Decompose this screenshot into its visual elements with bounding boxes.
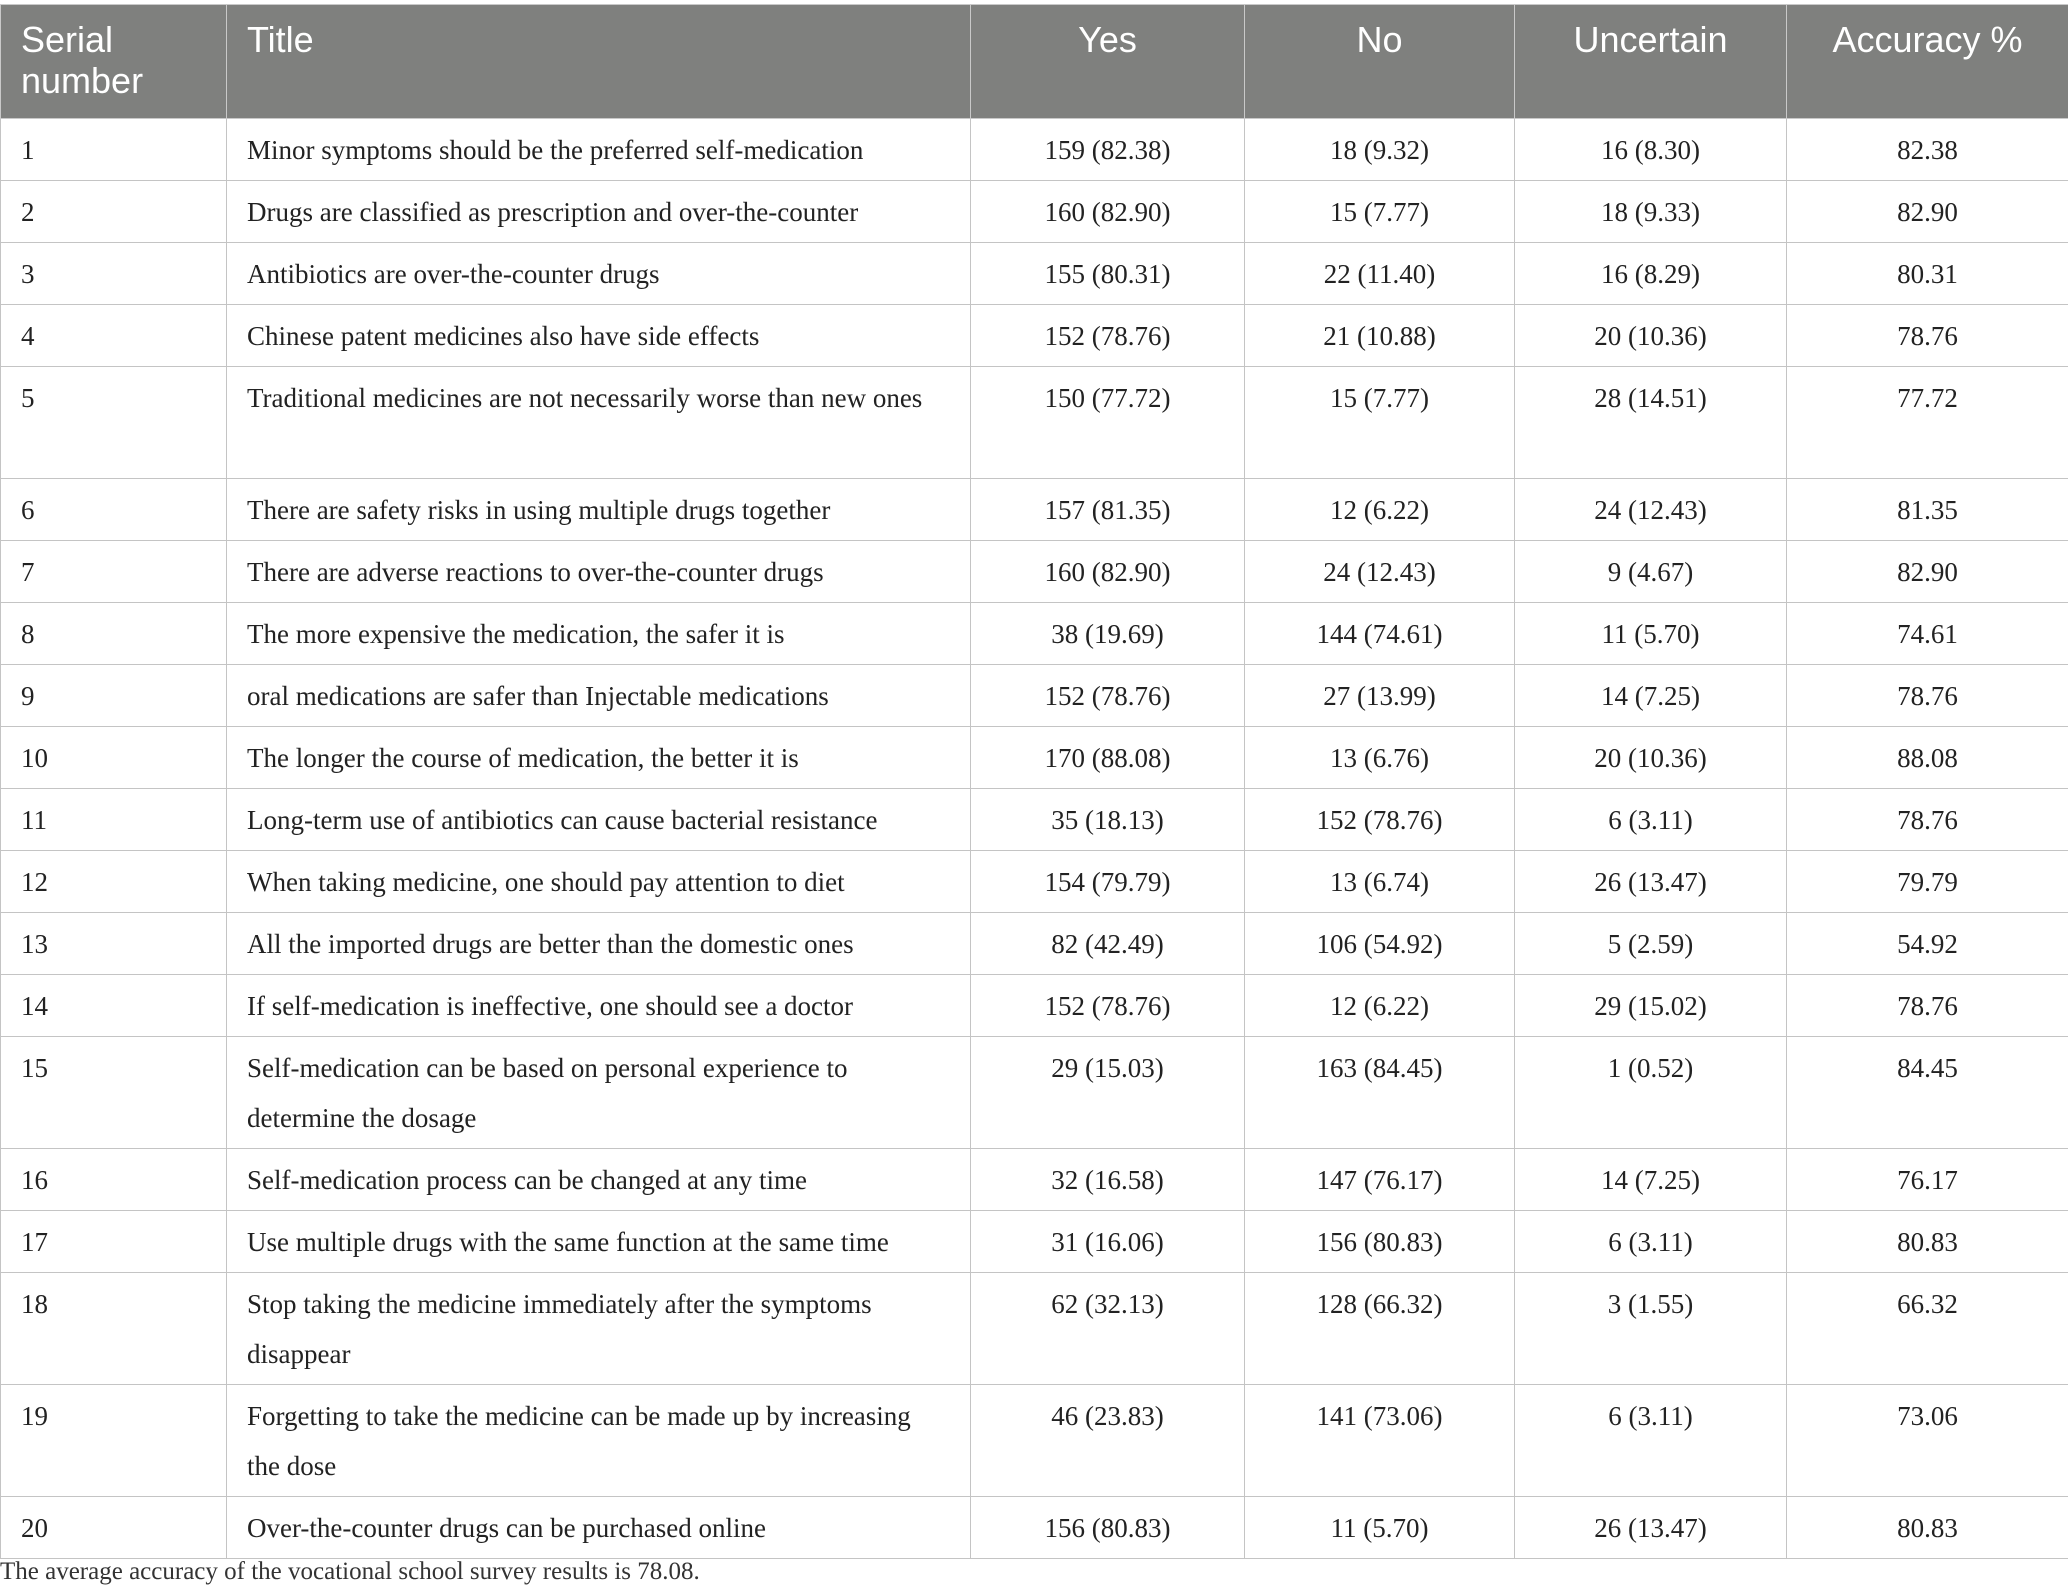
cell-uncertain: 6 (3.11) xyxy=(1515,1385,1787,1497)
cell-uncertain: 26 (13.47) xyxy=(1515,851,1787,913)
cell-uncertain: 6 (3.11) xyxy=(1515,1211,1787,1273)
cell-uncertain: 16 (8.30) xyxy=(1515,119,1787,181)
cell-serial: 9 xyxy=(1,665,227,727)
cell-serial: 18 xyxy=(1,1273,227,1385)
cell-title: Self-medication process can be changed at any time xyxy=(227,1149,971,1211)
table-row xyxy=(1,1497,2068,1559)
cell-title: Traditional medicines are not necessarily worse than new ones xyxy=(227,367,971,479)
cell-yes: 152 (78.76) xyxy=(971,305,1245,367)
cell-no: 163 (84.45) xyxy=(1245,1037,1515,1149)
cell-yes: 29 (15.03) xyxy=(971,1037,1245,1149)
cell-uncertain: 14 (7.25) xyxy=(1515,665,1787,727)
cell-title: All the imported drugs are better than the domestic ones xyxy=(227,913,971,975)
cell-title: Minor symptoms should be the preferred self-medication xyxy=(227,119,971,181)
header-uncertain: Uncertain xyxy=(1515,5,1787,119)
cell-serial: 20 xyxy=(1,1497,227,1559)
table-row xyxy=(1,1149,2068,1211)
table-body xyxy=(1,119,2068,1559)
cell-no: 152 (78.76) xyxy=(1245,789,1515,851)
cell-title: Chinese patent medicines also have side effects xyxy=(227,305,971,367)
cell-no: 144 (74.61) xyxy=(1245,603,1515,665)
cell-title: When taking medicine, one should pay attention to diet xyxy=(227,851,971,913)
cell-accuracy: 80.83 xyxy=(1787,1211,2068,1273)
cell-no: 15 (7.77) xyxy=(1245,181,1515,243)
table-row xyxy=(1,1211,2068,1273)
table-row xyxy=(1,1273,2068,1385)
cell-no: 24 (12.43) xyxy=(1245,541,1515,603)
cell-serial: 2 xyxy=(1,181,227,243)
cell-yes: 38 (19.69) xyxy=(971,603,1245,665)
cell-uncertain: 11 (5.70) xyxy=(1515,603,1787,665)
cell-accuracy: 82.38 xyxy=(1787,119,2068,181)
cell-serial: 14 xyxy=(1,975,227,1037)
cell-uncertain: 18 (9.33) xyxy=(1515,181,1787,243)
header-row xyxy=(1,5,2068,119)
cell-accuracy: 77.72 xyxy=(1787,367,2068,479)
cell-title: Antibiotics are over-the-counter drugs xyxy=(227,243,971,305)
cell-uncertain: 5 (2.59) xyxy=(1515,913,1787,975)
cell-yes: 152 (78.76) xyxy=(971,975,1245,1037)
cell-no: 22 (11.40) xyxy=(1245,243,1515,305)
cell-yes: 46 (23.83) xyxy=(971,1385,1245,1497)
cell-uncertain: 6 (3.11) xyxy=(1515,789,1787,851)
cell-accuracy: 82.90 xyxy=(1787,541,2068,603)
cell-no: 13 (6.76) xyxy=(1245,727,1515,789)
cell-accuracy: 78.76 xyxy=(1787,975,2068,1037)
cell-accuracy: 78.76 xyxy=(1787,305,2068,367)
cell-yes: 156 (80.83) xyxy=(971,1497,1245,1559)
table-row xyxy=(1,119,2068,181)
cell-serial: 15 xyxy=(1,1037,227,1149)
cell-title: There are adverse reactions to over-the-counter drugs xyxy=(227,541,971,603)
cell-title: The longer the course of medication, the better it is xyxy=(227,727,971,789)
cell-serial: 19 xyxy=(1,1385,227,1497)
cell-accuracy: 81.35 xyxy=(1787,479,2068,541)
cell-uncertain: 29 (15.02) xyxy=(1515,975,1787,1037)
cell-no: 12 (6.22) xyxy=(1245,479,1515,541)
cell-uncertain: 28 (14.51) xyxy=(1515,367,1787,479)
cell-uncertain: 16 (8.29) xyxy=(1515,243,1787,305)
cell-no: 27 (13.99) xyxy=(1245,665,1515,727)
cell-title: The more expensive the medication, the safer it is xyxy=(227,603,971,665)
cell-yes: 170 (88.08) xyxy=(971,727,1245,789)
cell-title: Forgetting to take the medicine can be made up by increasing the dose xyxy=(227,1385,971,1497)
cell-yes: 154 (79.79) xyxy=(971,851,1245,913)
cell-no: 128 (66.32) xyxy=(1245,1273,1515,1385)
cell-no: 15 (7.77) xyxy=(1245,367,1515,479)
cell-accuracy: 79.79 xyxy=(1787,851,2068,913)
cell-title: If self-medication is ineffective, one should see a doctor xyxy=(227,975,971,1037)
cell-no: 141 (73.06) xyxy=(1245,1385,1515,1497)
cell-serial: 13 xyxy=(1,913,227,975)
cell-no: 12 (6.22) xyxy=(1245,975,1515,1037)
cell-accuracy: 76.17 xyxy=(1787,1149,2068,1211)
cell-serial: 4 xyxy=(1,305,227,367)
cell-uncertain: 14 (7.25) xyxy=(1515,1149,1787,1211)
cell-serial: 11 xyxy=(1,789,227,851)
cell-uncertain: 20 (10.36) xyxy=(1515,727,1787,789)
cell-yes: 157 (81.35) xyxy=(971,479,1245,541)
table-row xyxy=(1,181,2068,243)
cell-title: Stop taking the medicine immediately after the symptoms disappear xyxy=(227,1273,971,1385)
table-row xyxy=(1,975,2068,1037)
cell-yes: 155 (80.31) xyxy=(971,243,1245,305)
cell-accuracy: 74.61 xyxy=(1787,603,2068,665)
cell-serial: 1 xyxy=(1,119,227,181)
cell-accuracy: 66.32 xyxy=(1787,1273,2068,1385)
header-no: No xyxy=(1245,5,1515,119)
cell-yes: 152 (78.76) xyxy=(971,665,1245,727)
cell-accuracy: 73.06 xyxy=(1787,1385,2068,1497)
cell-accuracy: 80.83 xyxy=(1787,1497,2068,1559)
cell-title: There are safety risks in using multiple drugs together xyxy=(227,479,971,541)
header-accuracy: Accuracy % xyxy=(1787,5,2068,119)
table-row xyxy=(1,1385,2068,1497)
cell-title: Use multiple drugs with the same function at the same time xyxy=(227,1211,971,1273)
table-row xyxy=(1,367,2068,479)
cell-uncertain: 1 (0.52) xyxy=(1515,1037,1787,1149)
table-row xyxy=(1,1037,2068,1149)
table-row xyxy=(1,479,2068,541)
cell-title: Over-the-counter drugs can be purchased online xyxy=(227,1497,971,1559)
cell-yes: 159 (82.38) xyxy=(971,119,1245,181)
cell-yes: 160 (82.90) xyxy=(971,541,1245,603)
cell-no: 106 (54.92) xyxy=(1245,913,1515,975)
cell-yes: 82 (42.49) xyxy=(971,913,1245,975)
cell-title: Drugs are classified as prescription and over-the-counter xyxy=(227,181,971,243)
cell-accuracy: 82.90 xyxy=(1787,181,2068,243)
cell-serial: 3 xyxy=(1,243,227,305)
cell-serial: 7 xyxy=(1,541,227,603)
cell-uncertain: 24 (12.43) xyxy=(1515,479,1787,541)
cell-serial: 6 xyxy=(1,479,227,541)
header-title: Title xyxy=(227,5,971,119)
cell-uncertain: 9 (4.67) xyxy=(1515,541,1787,603)
cell-no: 13 (6.74) xyxy=(1245,851,1515,913)
table-header xyxy=(1,5,2068,119)
table-row xyxy=(1,541,2068,603)
cell-accuracy: 84.45 xyxy=(1787,1037,2068,1149)
cell-accuracy: 78.76 xyxy=(1787,665,2068,727)
cell-no: 11 (5.70) xyxy=(1245,1497,1515,1559)
cell-accuracy: 78.76 xyxy=(1787,789,2068,851)
cell-no: 156 (80.83) xyxy=(1245,1211,1515,1273)
header-yes: Yes xyxy=(971,5,1245,119)
cell-no: 18 (9.32) xyxy=(1245,119,1515,181)
table-row xyxy=(1,665,2068,727)
cell-title: Self-medication can be based on personal experience to determine the dosage xyxy=(227,1037,971,1149)
cell-serial: 10 xyxy=(1,727,227,789)
cell-uncertain: 20 (10.36) xyxy=(1515,305,1787,367)
table-row xyxy=(1,913,2068,975)
cell-uncertain: 26 (13.47) xyxy=(1515,1497,1787,1559)
table-row xyxy=(1,603,2068,665)
cell-serial: 5 xyxy=(1,367,227,479)
cell-yes: 62 (32.13) xyxy=(971,1273,1245,1385)
cell-yes: 31 (16.06) xyxy=(971,1211,1245,1273)
table-footnote: The average accuracy of the vocational school survey results is 78.08. xyxy=(0,1558,700,1585)
table-row xyxy=(1,305,2068,367)
table-row xyxy=(1,727,2068,789)
cell-accuracy: 80.31 xyxy=(1787,243,2068,305)
table-row xyxy=(1,243,2068,305)
header-serial-number: Serial number xyxy=(1,5,227,119)
cell-yes: 35 (18.13) xyxy=(971,789,1245,851)
table-row xyxy=(1,789,2068,851)
cell-uncertain: 3 (1.55) xyxy=(1515,1273,1787,1385)
cell-no: 147 (76.17) xyxy=(1245,1149,1515,1211)
cell-serial: 8 xyxy=(1,603,227,665)
cell-serial: 16 xyxy=(1,1149,227,1211)
cell-title: oral medications are safer than Injectable medications xyxy=(227,665,971,727)
cell-yes: 150 (77.72) xyxy=(971,367,1245,479)
cell-accuracy: 88.08 xyxy=(1787,727,2068,789)
survey-table xyxy=(0,4,2068,1559)
cell-yes: 160 (82.90) xyxy=(971,181,1245,243)
cell-yes: 32 (16.58) xyxy=(971,1149,1245,1211)
cell-serial: 17 xyxy=(1,1211,227,1273)
cell-no: 21 (10.88) xyxy=(1245,305,1515,367)
cell-serial: 12 xyxy=(1,851,227,913)
cell-accuracy: 54.92 xyxy=(1787,913,2068,975)
cell-title: Long-term use of antibiotics can cause bacterial resistance xyxy=(227,789,971,851)
table-row xyxy=(1,851,2068,913)
